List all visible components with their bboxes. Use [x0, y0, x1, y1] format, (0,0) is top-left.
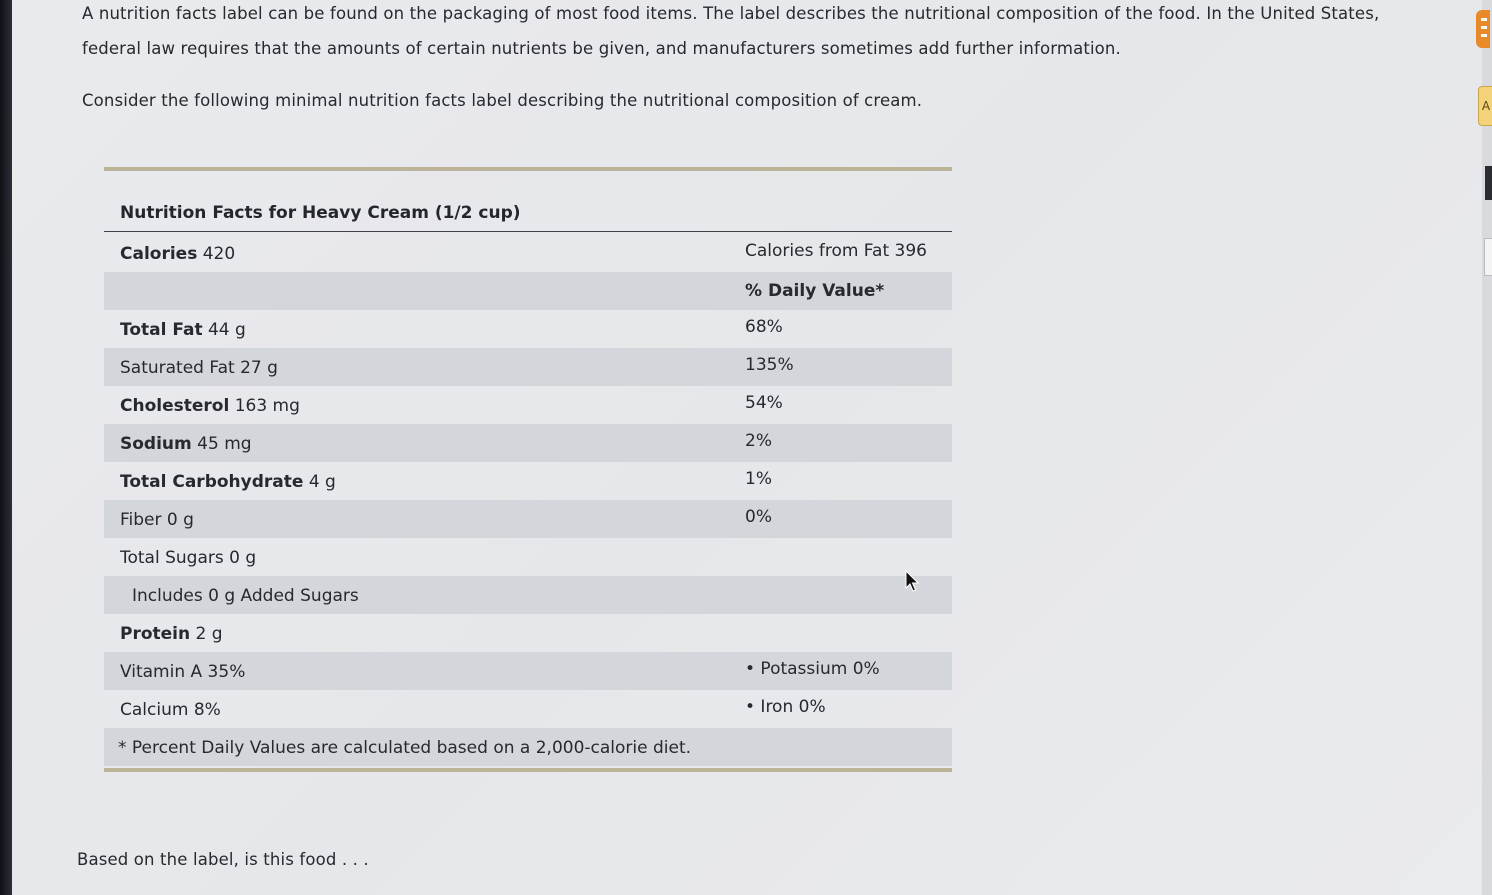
screen-bezel-left [0, 0, 12, 895]
side-tab-dark[interactable] [1485, 166, 1492, 200]
calories-row [104, 234, 952, 272]
vitamin-right: • Potassium 0% [745, 659, 880, 679]
daily-value-header: % Daily Value* [745, 281, 885, 301]
nutrient-row-total-fat [104, 310, 952, 348]
nutrient-amount: 4 g [308, 472, 336, 492]
footnote-row [104, 728, 952, 766]
mouse-pointer-icon [905, 570, 919, 594]
nutrient-dv: 2% [745, 431, 772, 451]
side-panel-strip [1482, 0, 1492, 895]
nutrient-amount: 163 mg [234, 396, 300, 416]
nutrient-amount: 45 mg [197, 434, 252, 454]
nutrient-amount: 2 g [195, 624, 223, 644]
vitamin-row [104, 652, 952, 690]
nutrient-name: Fiber 0 g [120, 510, 194, 530]
vitamin-row [104, 690, 952, 728]
menu-tab-icon[interactable] [1476, 10, 1490, 48]
nutrition-facts-label [104, 167, 952, 772]
calories-from-fat: Calories from Fat 396 [745, 241, 927, 261]
daily-value-header-row [104, 272, 952, 310]
vitamin-left: Vitamin A 35% [120, 662, 246, 682]
nutrient-row-total-sugars [104, 538, 952, 576]
nutrient-name: Saturated Fat 27 g [120, 358, 278, 378]
vitamin-left: Calcium 8% [120, 700, 221, 720]
nutrient-name: Total Fat [120, 320, 203, 340]
nutrient-name: Total Sugars 0 g [120, 548, 257, 568]
nutrient-amount: 44 g [207, 320, 246, 340]
vitamin-right: • Iron 0% [745, 697, 826, 717]
nutrient-name: Total Carbohydrate [120, 472, 304, 492]
side-tab-light[interactable] [1484, 238, 1492, 276]
nutrient-row-total-carbohydrate [104, 462, 952, 500]
nutrient-dv: 1% [745, 469, 772, 489]
side-tab-a[interactable]: A [1478, 86, 1492, 126]
question-prompt: Based on the label, is this food . . . [77, 850, 369, 869]
nutrient-row-fiber [104, 500, 952, 538]
label-title: Nutrition Facts for Heavy Cream (1/2 cup) [104, 191, 952, 232]
nutrient-name: Includes 0 g Added Sugars [132, 586, 359, 606]
nutrient-name: Cholesterol [120, 396, 230, 416]
nutrient-row-protein [104, 614, 952, 652]
daily-value-footnote: * Percent Daily Values are calculated based on a 2,000-calorie diet. [118, 738, 692, 758]
consider-paragraph: Consider the following minimal nutrition facts label describing the nutritional composition of cream. [82, 91, 923, 110]
intro-paragraph: A nutrition facts label can be found on the packaging of most food items. The label describes the nutritional composition of the food. In the United States, federal law requires that the amounts of certain nutrients be given, and manufacturers sometimes add further information. [82, 4, 1380, 58]
nutrient-dv: 135% [745, 355, 794, 375]
nutrient-dv: 0% [745, 507, 772, 527]
nutrient-name: Sodium [120, 434, 192, 454]
nutrient-row-saturated-fat [104, 348, 952, 386]
nutrient-row-sodium [104, 424, 952, 462]
nutrient-dv: 54% [745, 393, 783, 413]
nutrient-dv: 68% [745, 317, 783, 337]
nutrient-name: Protein [120, 624, 191, 644]
calories-label: Calories [120, 244, 198, 264]
label-bottom-rule [104, 768, 952, 772]
nutrient-row-cholesterol [104, 386, 952, 424]
nutrient-row-added-sugars [104, 576, 952, 614]
calories-value: 420 [202, 244, 236, 264]
